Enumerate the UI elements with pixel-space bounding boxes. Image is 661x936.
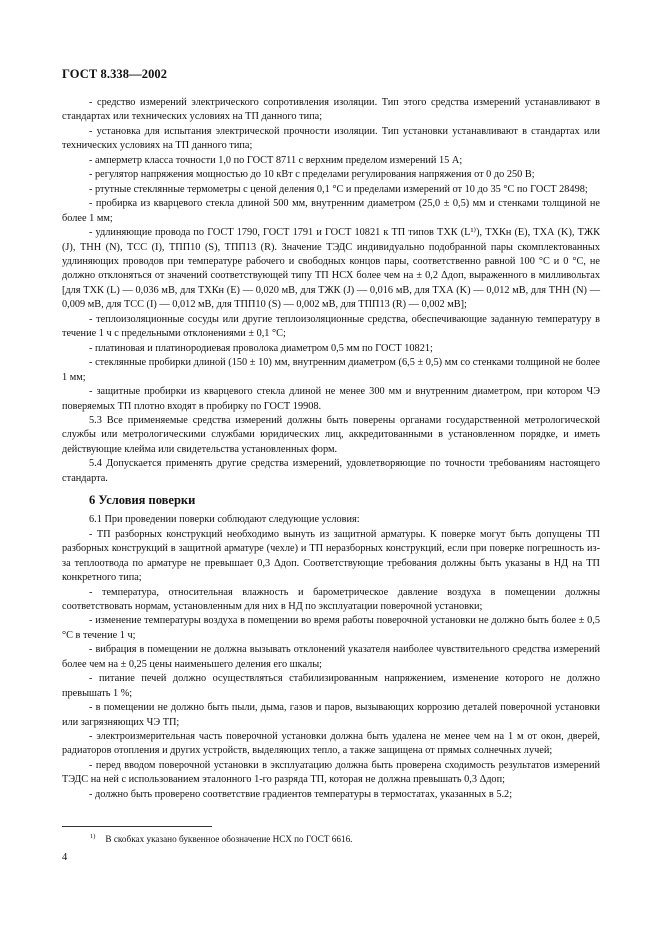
clause-6-1: 6.1 При проведении поверки соблюдают следующие условия: — [89, 514, 360, 526]
list-item: - стеклянные пробирки длиной (150 ± 10) мм, внутренним диаметром (6,5 ± 0,5) мм со стенками толщиной не более 1 мм; — [62, 357, 600, 383]
section-heading: 6 Условия поверки — [89, 493, 196, 508]
list-item: - электроизмерительная часть поверочной установки должна быть удалена не менее чем на 1 м от окон, дверей, радиаторов отопления и других устройств, выделяющих тепло, а также защищена от прямых солнечных лучей; — [62, 731, 600, 757]
list-item: - питание печей должно осуществляться стабилизированным напряжением, изменение которого не должно превышать 1 %; — [62, 673, 600, 699]
footnote-divider — [62, 826, 212, 827]
clause-5-3: 5.3 Все применяемые средства измерений должны быть поверены органами государственной метрологической службы или метрологическими службами юридических лиц, аккредитованными в установленном порядке, и иметь действующие клейма или свидетельства установленных форм. — [62, 414, 600, 455]
list-item: - средство измерений электрического сопротивления изоляции. Тип этого средства измерений устанавливают в стандартах или технических условиях на ТП данного типа; — [62, 97, 600, 123]
list-item: - амперметр класса точности 1,0 по ГОСТ 8711 с верхним пределом измерений 15 А; — [89, 154, 463, 166]
list-item: - платиновая и платинородиевая проволока диаметром 0,5 мм по ГОСТ 10821; — [89, 342, 433, 354]
list-item: - изменение температуры воздуха в помещении во время работы поверочной установки не должно быть более ± 0,5 °С в течение 1 ч; — [62, 615, 600, 641]
list-item: - температура, относительная влажность и барометрическое давление воздуха в помещении должны соответствовать нормам, установленным для них в НД по эксплуатации поверочной установки; — [62, 586, 600, 612]
list-item: - регулятор напряжения мощностью до 10 кВт с пределами регулирования напряжения от 0 до 250 В; — [89, 169, 535, 181]
list-item: - перед вводом поверочной установки в эксплуатацию должна быть проверена сходимость результатов измерений ТЭДС на ней с использованием эталонного 1-го разряда ТП, которая не должна превышать 0,3 Δдоп; — [62, 759, 600, 786]
page-number: 4 — [62, 852, 68, 863]
clause-5-4: 5.4 Допускается применять другие средства измерений, удовлетворяющие по точности требованиям настоящего стандарта. — [62, 458, 600, 484]
list-item: - в помещении не должно быть пыли, дыма, газов и паров, вызывающих коррозию деталей поверочной установки или загрязняющих ЧЭ ТП; — [62, 702, 600, 728]
list-item: - ТП разборных конструкций необходимо вынуть из защитной арматуры. К поверке могут быть допущены ТП разборных конструкций в защитной арматуре (чехле) и ТП неразборных конструкций, если при поверке погрешность из-за теплоотвода по арматуре не превышает 0,3 Δдоп. Соответствующие требования должны быть указаны в НД на ТП конкретного типа; — [62, 528, 600, 584]
list-item: - установка для испытания электрической прочности изоляции. Тип установки устанавливают в стандартах или технических условиях на ТП данного типа; — [62, 125, 600, 152]
footnote-text: В скобках указано буквенное обозначение НСХ по ГОСТ 6616. — [105, 834, 353, 844]
footnote-marker: 1) — [90, 833, 96, 840]
list-item: - защитные пробирки из кварцевого стекла длиной не менее 300 мм и внутренним диаметром, при котором ЧЭ поверяемых ТП плотно входят в пробирку по ГОСТ 19908. — [62, 386, 600, 412]
list-item: - пробирка из кварцевого стекла длиной 500 мм, внутренним диаметром (25,0 ± 0,5) мм и стенками толщиной не более 1 мм; — [62, 198, 600, 224]
list-item: - должно быть проверено соответствие градиентов температуры в термостатах, указанных в 5.2; — [89, 788, 513, 800]
list-item: - вибрация в помещении не должна вызывать отклонений указателя наиболее чувствительного средства измерений более чем на ± 0,25 цены наименьшего деления его шкалы; — [62, 644, 600, 670]
list-item: - удлиняющие провода по ГОСТ 1790, ГОСТ 1791 и ГОСТ 10821 к ТП типов ТХК (L¹⁾), ТХКн (E), ТХА (K), ТЖК (J), ТНН (N), ТСС (I), ТПП10 (S), ТПП13 (R). Значение ТЭДС индивидуально подобранной пары скомплектованных удлиняющих проводов при температуре рабочего и свободных концов пары, соответственно равной 100 °С и 0 °С, не должно отклоняться от значений соответствующей типу ТП НСХ более чем на ± 0,2 Δдоп, выраженного в милливольтах [для ТХК (L) — 0,036 мВ, для ТХКн (E) — 0,020 мВ, для ТЖК (J) — 0,016 мВ, для ТХА (K) — 0,012 мВ, для ТНН (N) — 0,009 мВ, для ТСС (I) — 0,012 мВ, для ТПП10 (S) — 0,002 мВ, для ТПП13 (R) — 0,002 мВ]; — [62, 227, 600, 311]
footnote — [90, 831, 352, 845]
standard-header: ГОСТ 8.338—2002 — [62, 67, 168, 81]
list-item: - ртутные стеклянные термометры с ценой деления 0,1 °С и пределами измерений от 10 до 35 °С по ГОСТ 28498; — [89, 183, 588, 195]
list-item: - теплоизоляционные сосуды или другие теплоизоляционные средства, обеспечивающие заданную температуру в течение 1 ч с предельными отклонениями ± 0,1 °С; — [62, 313, 600, 340]
document-body — [62, 96, 600, 802]
